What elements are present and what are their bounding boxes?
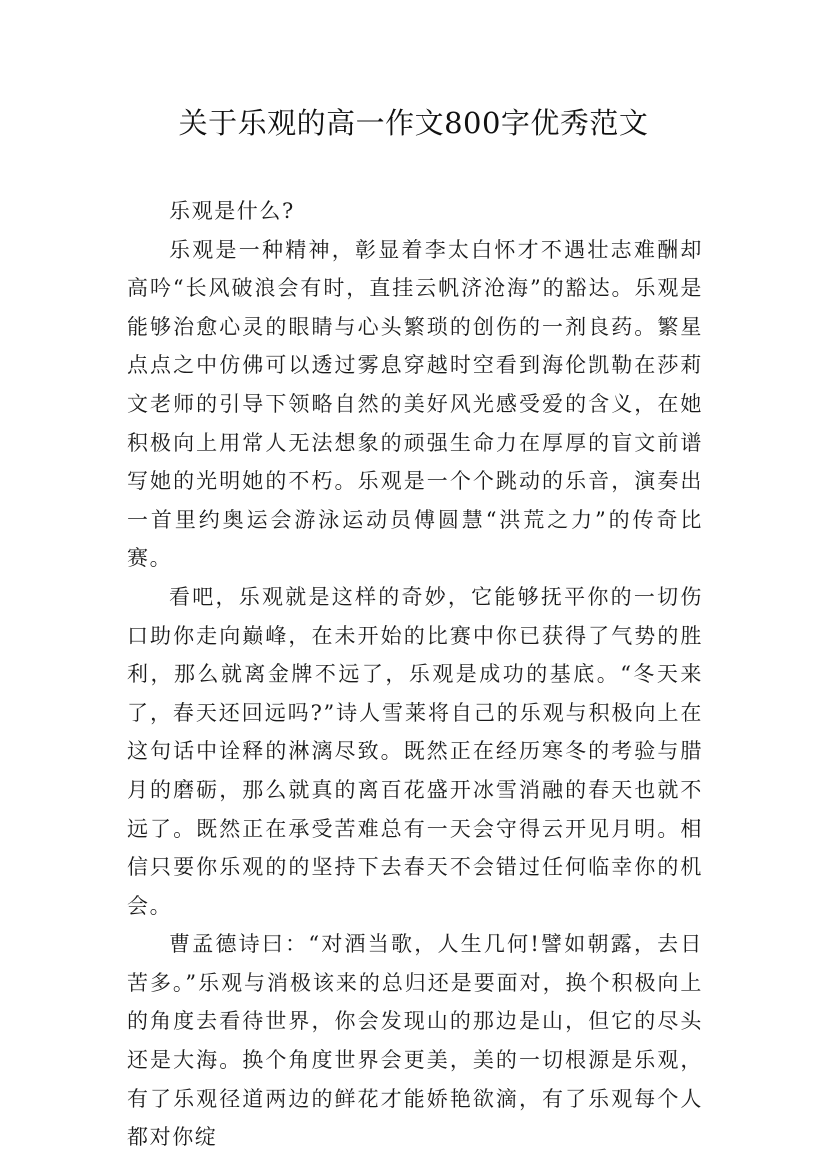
paragraph-question: 乐观是什么?	[169, 199, 295, 223]
essay-body	[127, 192, 703, 1157]
paragraph-spirit: 乐观是一种精神，彰显着李太白怀才不遇壮志难酬却高吟“长风破浪会有时，直挂云帆济沧海”的豁达。乐观是能够治愈心灵的眼睛与心头繁琐的创伤的一剂良药。繁星点点之中仿佛可以透过雾息穿越时空看到海伦凯勒在莎莉文老师的引导下领略自然的美好风光感受爱的含义，在她积极向上用常人无法想象的顽强生命力在厚厚的盲文前谱写她的光明她的不朽。乐观是一个个跳动的乐音，演奏出一首里约奥运会游泳运动员傅圆慧“洪荒之力”的传奇比赛。	[127, 237, 703, 571]
paragraph-wonder: 看吧，乐观就是这样的奇妙，它能够抚平你的一切伤口助你走向巅峰，在未开始的比赛中你已获得了气势的胜利，那么就离金牌不远了，乐观是成功的基底。“冬天来了，春天还回远吗?”诗人雪莱将自己的乐观与积极向上在这句话中诠释的淋漓尽致。既然正在经历寒冬的考验与腊月的磨砺，那么就真的离百花盛开冰雪消融的春天也就不远了。既然正在承受苦难总有一天会守得云开见月明。相信只要你乐观的的坚持下去春天不会错过任何临幸你的机会。	[127, 584, 703, 918]
paragraph-cao-mengde: 曹孟德诗曰：“对酒当歌，人生几何!譬如朝露，去日苦多。”乐观与消极该来的总归还是要面对，换个积极向上的角度去看待世界，你会发现山的那边是山，但它的尽头还是大海。换个角度世界会更美，美的一切根源是乐观，有了乐观径道两边的鲜花才能娇艳欲滴，有了乐观每个人都对你绽	[127, 932, 703, 1150]
page-title: 关于乐观的高一作文800字优秀范文	[178, 106, 649, 140]
